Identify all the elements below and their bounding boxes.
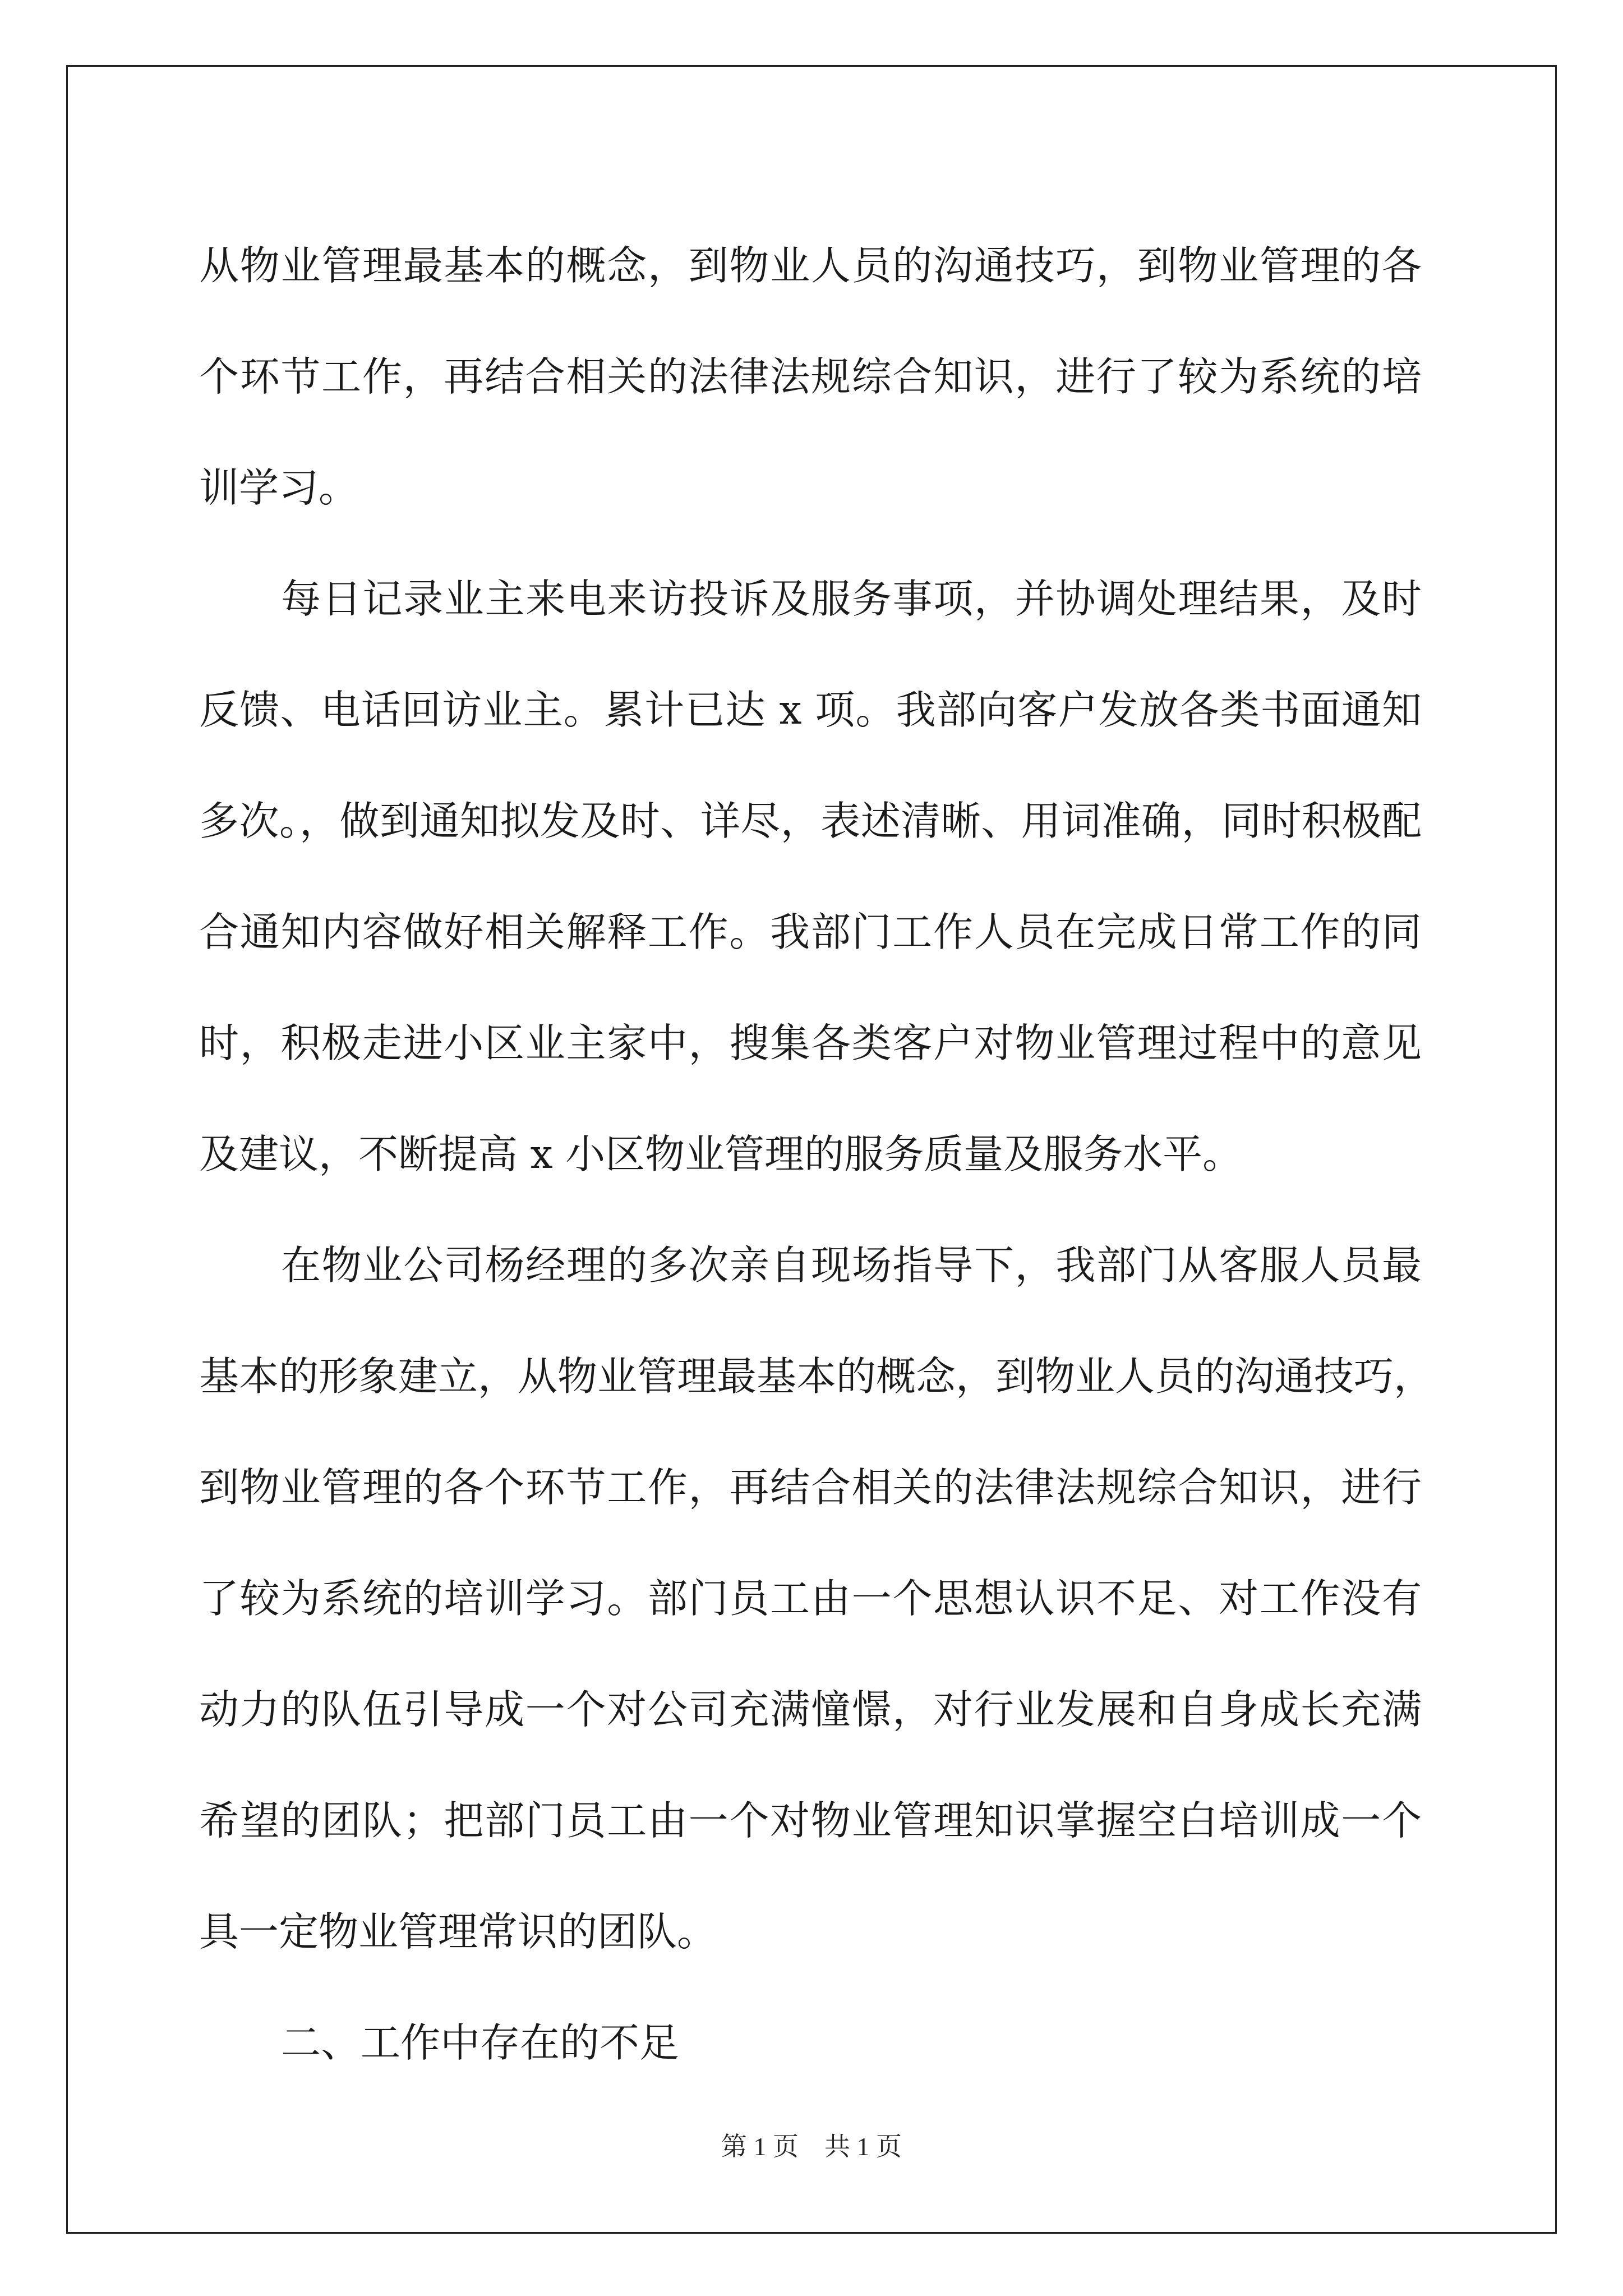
text-line: 希望的团队；把部门员工由一个对物业管理知识掌握空白培训成一个 (199, 1797, 1422, 1844)
paragraph-1 (199, 210, 1422, 544)
text-line: 时，积极走进小区业主家中，搜集各类客户对物业管理过程中的意见 (199, 1020, 1422, 1066)
text-line: 多次。，做到通知拟发及时、详尽，表述清晰、用词准确，同时积极配 (199, 798, 1422, 844)
text-line: 在物业公司杨经理的多次亲自现场指导下，我部门从客服人员最 (281, 1242, 1422, 1289)
text-line: 基本的形象建立，从物业管理最基本的概念，到物业人员的沟通技巧， (199, 1353, 1434, 1400)
text-line: 训学习。 (199, 464, 359, 511)
section-heading-text: 二、工作中存在的不足 (281, 2019, 680, 2066)
paragraph-3 (199, 1210, 1434, 1987)
text-line: 个环节工作，再结合相关的法律法规综合知识，进行了较为系统的培 (199, 353, 1422, 400)
section-heading (199, 1987, 1422, 2099)
page-footer: 第 1 页 共 1 页 (721, 2132, 902, 2161)
paragraph-2 (199, 544, 1422, 1210)
text-line: 具一定物业管理常识的团队。 (199, 1908, 717, 1955)
text-line: 从物业管理最基本的概念，到物业人员的沟通技巧，到物业管理的各 (199, 242, 1422, 289)
document-body (199, 210, 1434, 2099)
text-line: 每日记录业主来电来访投诉及服务事项，并协调处理结果，及时 (281, 576, 1422, 622)
text-line: 动力的队伍引导成一个对公司充满憧憬，对行业发展和自身成长充满 (199, 1686, 1422, 1733)
text-line: 及建议，不断提高 x 小区物业管理的服务质量及服务水平。 (199, 1131, 1243, 1177)
text-line: 反馈、电话回访业主。累计已达 x 项。我部向客户发放各类书面通知 (199, 687, 1422, 733)
text-line: 了较为系统的培训学习。部门员工由一个思想认识不足、对工作没有 (199, 1575, 1422, 1622)
text-line: 合通知内容做好相关解释工作。我部门工作人员在完成日常工作的同 (199, 909, 1422, 955)
text-line: 到物业管理的各个环节工作，再结合相关的法律法规综合知识，进行 (199, 1464, 1422, 1511)
